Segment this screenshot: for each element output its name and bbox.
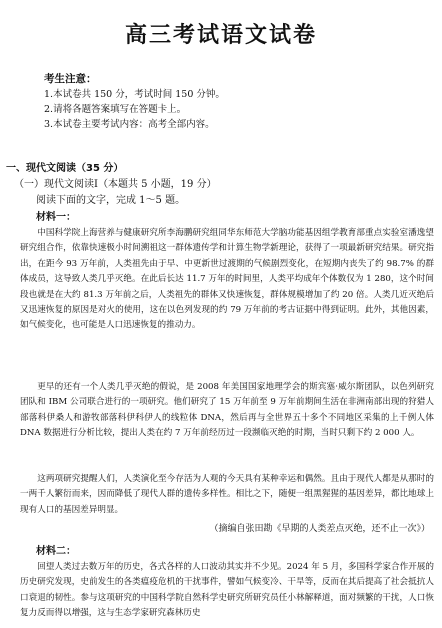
notice-item: 2.请将各题答案填写在答题卡上。 [44,104,187,115]
source-citation: （摘编自张田勘《早期的人类差点灭绝，还不止一次》） [209,524,430,534]
material-one-paragraph: 这两项研究提醒人们，人类演化至今存活为人观的今天具有某种幸运和偶然。且由于现代人都是从那时的一两千人繁衍而来，因而降低了现代人群的遗传多样性。相比之下，随便一组黑猩猩的基因差异，都比地球上现有人口的基因差异明显。 [20,474,434,515]
candidate-notice [44,72,225,132]
notice-item: 1.本试卷共 150 分，考试时间 150 分钟。 [44,89,225,100]
reading-instruction: 阅读下面的文字，完成 1～5 题。 [36,195,186,206]
material-two-label: 材料二： [36,546,76,557]
material-one-paragraph: 中国科学院上海营养与健康研究所李海鹏研究组同华东师范大学脑功能基因组学教育部重点实验室潘逸望研究组合作，依靠快速极小时间溯祖这一群体遗传学和计算生物学新理论，获得了一项最新研究结果。研究指出，在距今 93 万年前，人类祖先由于早、中更新世过渡期的气候剧烈变化，在短期内丧失了约 98.7% 的群体成员，这导致人类几乎灭绝。在此后长达 11.7 万年的时间里，人类平均成年个体数仅为 1 280，这个时间段也就是在大约 81.3 万年前之后，人类祖先的群体又快速恢复，群体规模增加了约 20 倍。人类几近灭绝后又迅速恢复的原因是对火的使用，这在以色列发现的约 79 万年前的考古证据中得到证明。此外，其他因素，如气候变化，也可能是人口迅速恢复的推动力。 [20,228,434,331]
notice-heading: 考生注意： [44,73,97,85]
material-two-paragraph: 回望人类过去数万年的历史，各式各样的人口波动其实并不少见。2024 年 5 月，多国科学家合作开展的历史研究发现，史前发生的各类瘟疫危机的干扰事件，譬如气候变冷、干旱等，反而在其后提高了社会抵抗人口衰退的韧性。参与这项研究的中国科学院自然科学史研究所研究员任小林解释道，面对频繁的干扰，人口恢复力反而得以增强，这与生态学家研究森林历史 [20,562,434,619]
section-heading: 一、现代文阅读（35 分） [6,163,124,174]
material-one-label: 材料一： [36,212,76,223]
material-one-paragraph: 更早的还有一个人类几乎灭绝的假说，是 2008 年美国国家地理学会的斯宾塞·威尔斯团队，以色列研究团队和 IBM 公司联合进行的一项研究。他们研究了 15 万年前至 9 万年前期间生活在非洲南部出现的狩猎人部落科伊桑人和游牧部落科伊科伊人的线粒体 DNA，然后再与全世界五十多个不同地区采集的上千例人体 DNA 数据进行分析比较，提出人类在约 7 万年前经历过一段濒临灭绝的时期，当时只剩下约 2 000 人。 [20,382,434,439]
subsection-heading: （一）现代文阅读Ⅰ（本题共 5 小题，19 分） [14,179,217,190]
notice-item: 3.本试卷主要考试内容：高考全部内容。 [44,119,215,130]
exam-title: 高三考试语文试卷 [124,23,317,48]
